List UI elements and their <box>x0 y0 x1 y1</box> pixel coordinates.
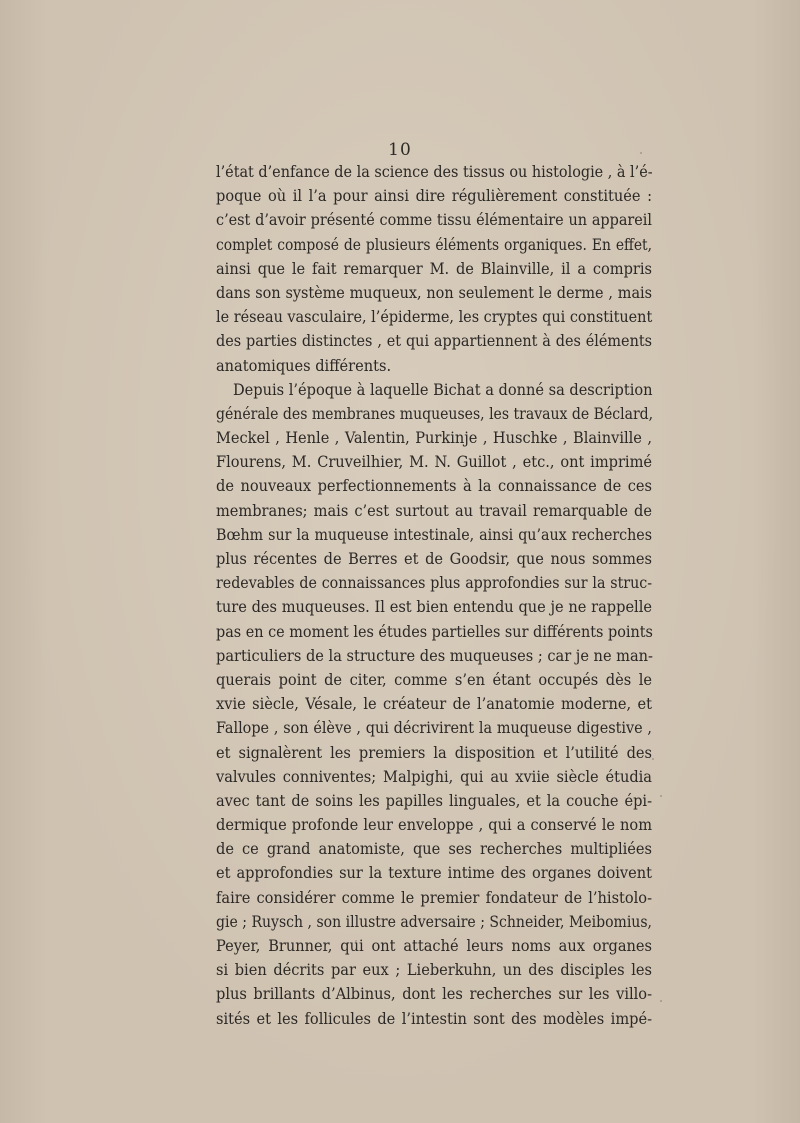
text-line: plus brillants d’Albinus, dont les recherches sur les villo- <box>216 984 652 1004</box>
text-line: anatomiques différents. <box>216 355 392 375</box>
text-line: faire considérer comme le premier fondateur de l’histolo- <box>216 887 652 907</box>
text-line: particuliers de la structure des muqueuses ; car je ne man- <box>216 645 653 665</box>
text-line: querais point de citer, comme s’en étant occupés dès le <box>216 669 652 689</box>
text-line: le réseau vasculaire, l’épiderme, les cryptes qui constituent <box>216 307 653 327</box>
text-line: gie ; Ruysch , son illustre adversaire ; Schneider, Meibomius, <box>216 912 652 931</box>
text-line: avec tant de soins les papilles linguales, et la couche épi- <box>216 790 652 810</box>
text-line: si bien décrits par eux ; Lieberkuhn, un des disciples les <box>216 960 652 980</box>
text-line: dermique profonde leur enveloppe , qui a conservé le nom <box>216 815 652 835</box>
text-line: Flourens, M. Cruveilhier, M. N. Guillot , etc., ont imprimé <box>216 452 652 472</box>
text-line: de nouveaux perfectionnements à la connaissance de ces <box>216 476 652 496</box>
text-line: xvie siècle, Vésale, le créateur de l’anatomie moderne, et <box>216 694 652 714</box>
text-line: poque où il l’a pour ainsi dire régulièrement constituée : <box>216 186 652 206</box>
text-line: dans son système muqueux, non seulement le derme , mais <box>216 282 652 302</box>
text-line: pas en ce moment les études partielles sur différents points <box>216 621 653 641</box>
text-line: et signalèrent les premiers la disposition et l’utilité des <box>216 742 652 762</box>
text-line: Meckel , Henle , Valentin, Purkinje , Huschke , Blainville , <box>216 428 652 448</box>
page-number: 10 <box>388 140 412 160</box>
paragraph-start-line: Depuis l’époque à laquelle Bichat a donné sa description <box>233 379 653 399</box>
text-line: membranes; mais c’est surtout au travail remarquable de <box>216 500 652 520</box>
text-line: plus récentes de Berres et de Goodsir, que nous sommes <box>216 549 652 568</box>
paper-speck <box>660 1000 662 1002</box>
text-line: sités et les follicules de l’intestin sont des modèles impé- <box>216 1008 652 1028</box>
text-line: de ce grand anatomiste, que ses recherches multipliées <box>216 839 652 859</box>
text-line: Fallope , son élève , qui décrivirent la muqueuse digestive , <box>216 718 652 738</box>
paper-speck <box>640 152 642 154</box>
paper-speck <box>660 795 662 797</box>
text-line: générale des membranes muqueuses, les travaux de Béclard, <box>216 404 654 423</box>
text-line: Peyer, Brunner, qui ont attaché leurs noms aux organes <box>216 936 652 955</box>
text-line: ainsi que le fait remarquer M. de Blainville, il a compris <box>216 258 652 278</box>
text-line: redevables de connaissances plus approfondies sur la struc- <box>216 573 652 593</box>
text-line: des parties distinctes , et qui appartiennent à des éléments <box>216 331 652 351</box>
text-line: valvules conniventes; Malpighi, qui au xviie siècle étudia <box>216 766 652 786</box>
text-line: Bœhm sur la muqueuse intestinale, ainsi qu’aux recherches <box>216 524 652 544</box>
text-line: c’est d’avoir présenté comme tissu élémentaire un appareil <box>216 210 652 230</box>
paper-speck <box>652 758 654 760</box>
text-line: complet composé de plusieurs éléments organiques. En effet, <box>216 235 652 254</box>
text-line: ture des muqueuses. Il est bien entendu que je ne rappelle <box>216 597 652 617</box>
body-text <box>216 160 652 1031</box>
text-line: l’état d’enfance de la science des tissus ou histologie , à l’é- <box>216 162 653 181</box>
paper-speck <box>355 940 357 942</box>
text-line: et approfondies sur la texture intime des organes doivent <box>216 863 652 883</box>
